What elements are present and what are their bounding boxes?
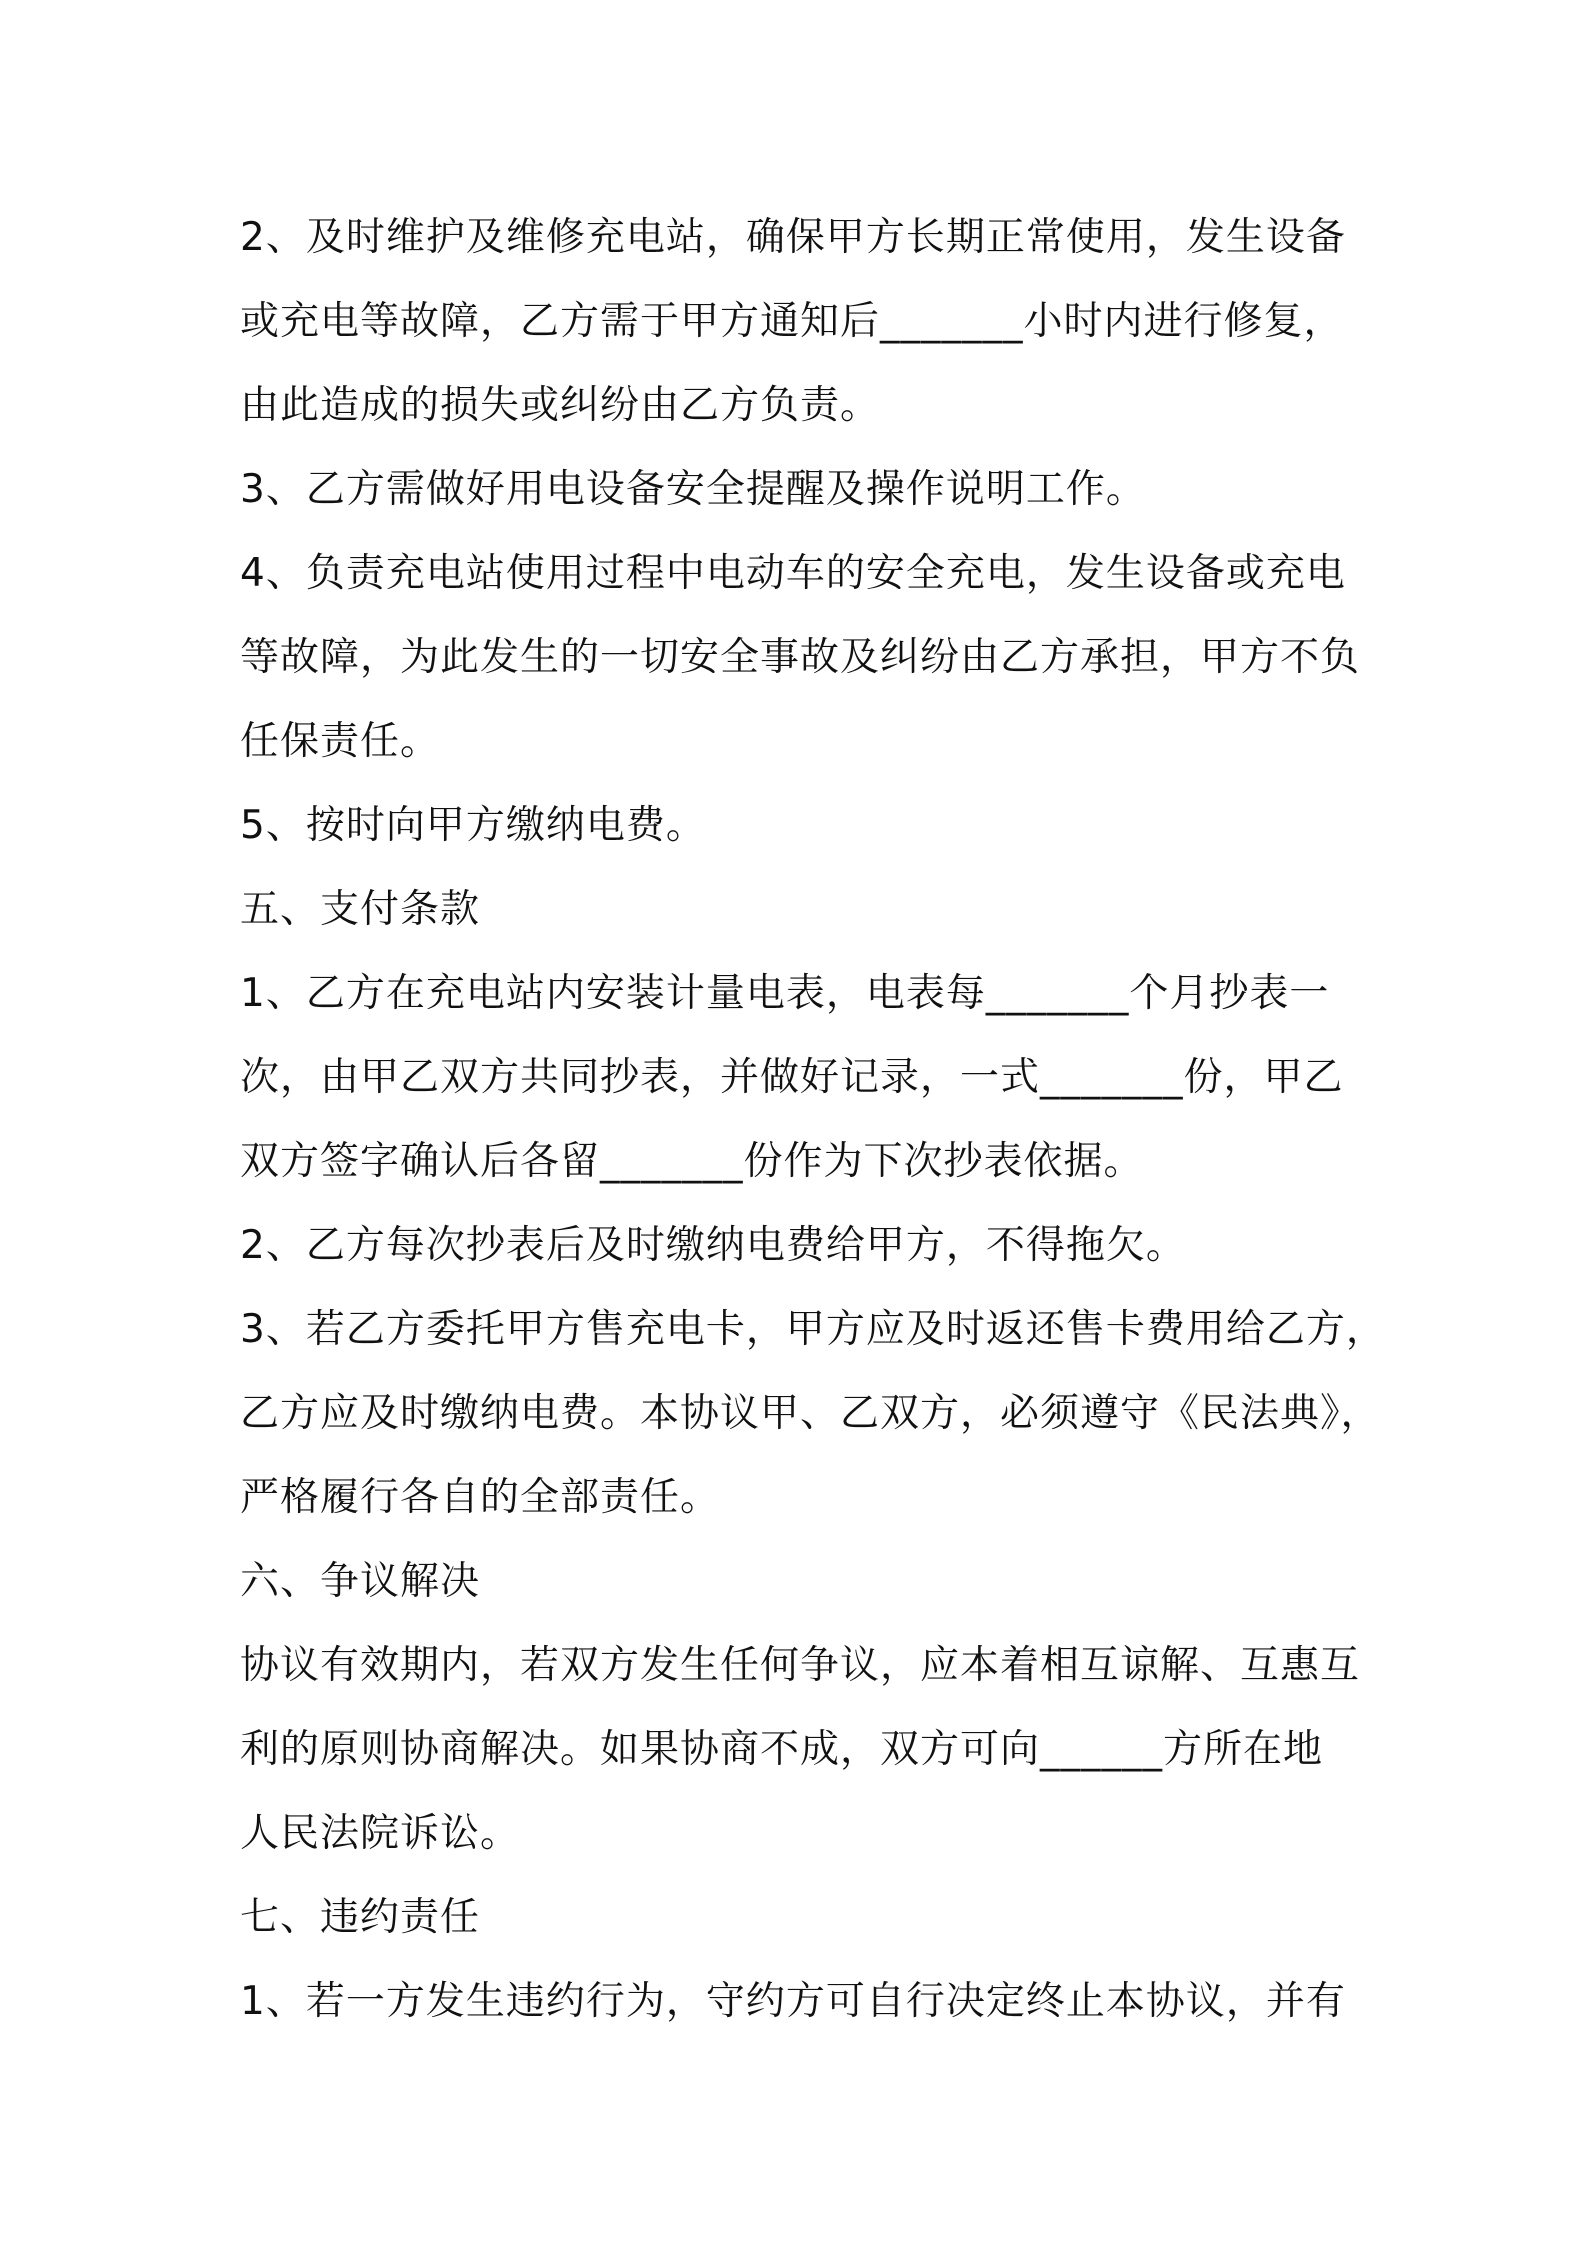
text-line: 严格履行各自的全部责任。 [240,1475,721,1520]
text-line: 2、及时维护及维修充电站，确保甲方长期正常使用，发生设备 [240,215,1346,260]
text-line: 任保责任。 [240,719,441,764]
text-line: 人民法院诉讼。 [240,1811,521,1856]
text-line: 或充电等故障，乙方需于甲方通知后_______小时内进行修复， [240,299,1344,344]
section-heading: 五、支付条款 [240,887,481,932]
text-line: 4、负责充电站使用过程中电动车的安全充电，发生设备或充电 [240,551,1346,596]
section-heading: 六、争议解决 [240,1559,481,1604]
text-line: 2、乙方每次抄表后及时缴纳电费给甲方，不得拖欠。 [240,1223,1186,1268]
text-line: 协议有效期内，若双方发生任何争议，应本着相互谅解、互惠互 [240,1643,1361,1688]
text-line: 3、若乙方委托甲方售充电卡，甲方应及时返还售卡费用给乙方， [240,1307,1386,1352]
text-line: 3、乙方需做好用电设备安全提醒及操作说明工作。 [240,467,1146,512]
text-line: 等故障，为此发生的一切安全事故及纠纷由乙方承担，甲方不负 [240,635,1361,680]
text-line: 双方签字确认后各留_______份作为下次抄表依据。 [240,1139,1144,1184]
text-line: 1、乙方在充电站内安装计量电表，电表每_______个月抄表一 [240,971,1330,1016]
text-line: 乙方应及时缴纳电费。本协议甲、乙双方，必须遵守《民法典》， [240,1391,1381,1436]
text-line: 5、按时向甲方缴纳电费。 [240,803,706,848]
text-line: 由此造成的损失或纠纷由乙方负责。 [240,383,881,428]
text-line: 次，由甲乙双方共同抄表，并做好记录，一式_______份，甲乙 [240,1055,1344,1100]
section-heading: 七、违约责任 [240,1895,481,1940]
document-body [240,196,1386,2044]
text-line: 利的原则协商解决。如果协商不成，双方可向______方所在地 [240,1727,1324,1772]
text-line: 1、若一方发生违约行为，守约方可自行决定终止本协议，并有 [240,1979,1346,2024]
